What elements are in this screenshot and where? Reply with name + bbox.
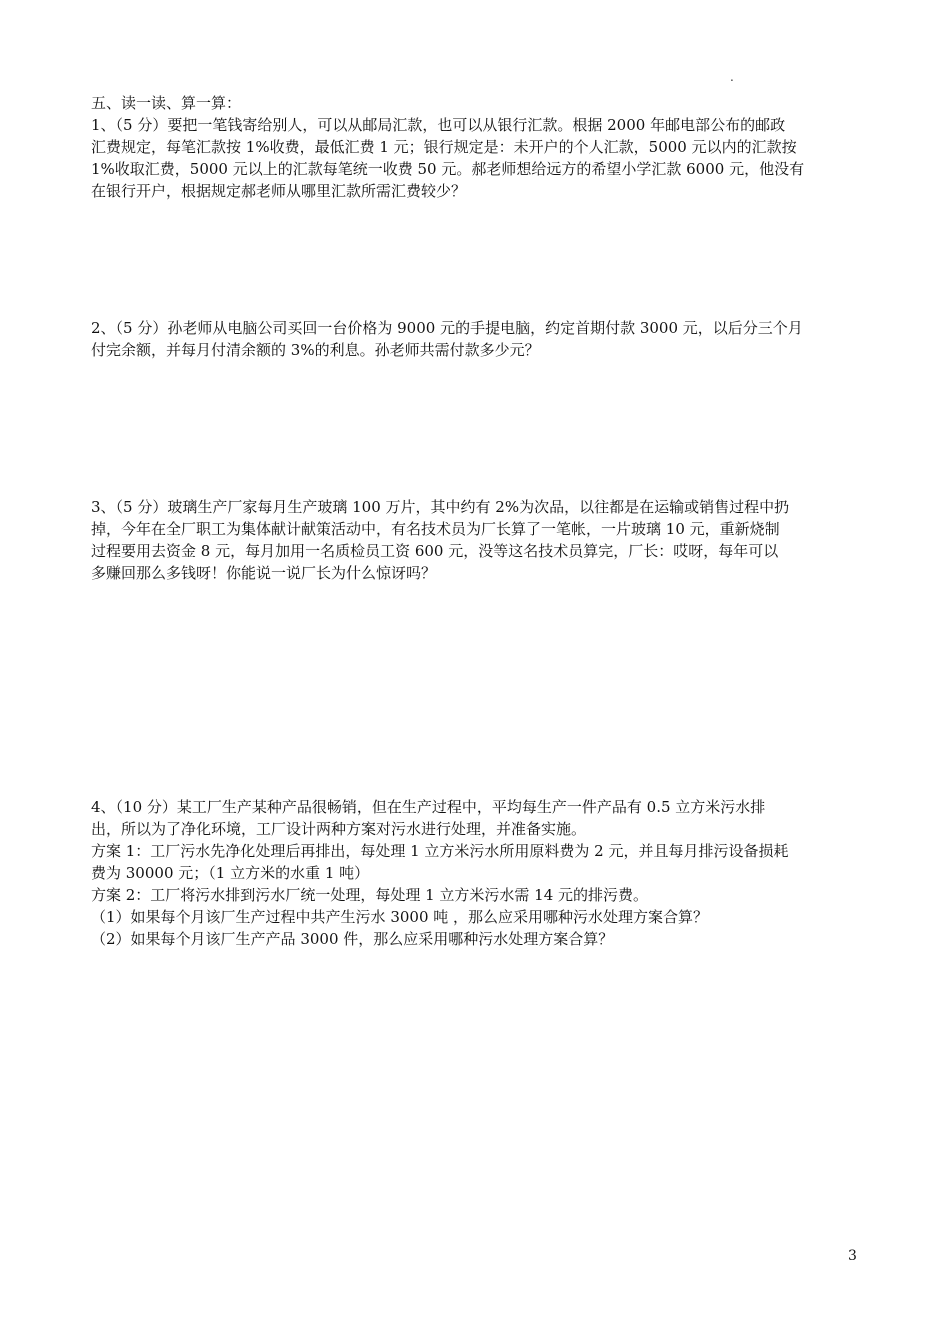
problem-line: 1%收取汇费，5000 元以上的汇款每笔统一收费 50 元。郝老师想给远方的希望小学汇款 6000 元，他没有 xyxy=(91,160,805,178)
problem-line: 4、（10 分）某工厂生产某种产品很畅销，但在生产过程中，平均每生产一件产品有 0.5 立方米污水排 xyxy=(91,798,766,816)
problem-line: 出，所以为了净化环境，工厂设计两种方案对污水进行处理，并准备实施。 xyxy=(91,820,587,838)
top-mark: . xyxy=(730,70,734,84)
problem-line: 汇费规定，每笔汇款按 1%收费，最低汇费 1 元；银行规定是：未开户的个人汇款，5000 元以内的汇款按 xyxy=(91,138,797,156)
problem-line: 方案 1：工厂污水先净化处理后再排出，每处理 1 立方米污水所用原料费为 2 元，并且每月排污设备损耗 xyxy=(91,842,789,860)
problem-line: 多赚回那么多钱呀！你能说一说厂长为什么惊讶吗？ xyxy=(91,564,437,582)
section-title: 五、读一读、算一算： xyxy=(91,94,242,112)
problem-line: 过程要用去资金 8 元，每月加用一名质检员工资 600 元，没等这名技术员算完，厂长：哎呀，每年可以 xyxy=(91,542,779,560)
problem-line: （1）如果每个月该厂生产过程中共产生污水 3000 吨 ，那么应采用哪种污水处理方案合算？ xyxy=(91,908,709,926)
problem-line: （2）如果每个月该厂生产产品 3000 件，那么应采用哪种污水处理方案合算？ xyxy=(91,930,614,948)
problem-line: 在银行开户，根据规定郝老师从哪里汇款所需汇费较少？ xyxy=(91,182,467,200)
problem-line: 掉，今年在全厂职工为集体献计献策活动中，有名技术员为厂长算了一笔帐，一片玻璃 10 元，重新烧制 xyxy=(91,520,780,538)
problem-line: 费为 30000 元；（1 立方米的水重 1 吨） xyxy=(91,864,370,882)
problem-line: 1、（5 分）要把一笔钱寄给别人，可以从邮局汇款，也可以从银行汇款。根据 2000 年邮电部公布的邮政 xyxy=(91,116,786,134)
page-number: 3 xyxy=(848,1248,857,1264)
problem-line: 方案 2：工厂将污水排到污水厂统一处理，每处理 1 立方米污水需 14 元的排污费。 xyxy=(91,886,649,904)
problem-line: 3、（5 分）玻璃生产厂家每月生产玻璃 100 万片，其中约有 2%为次品，以往都是在运输或销售过程中扔 xyxy=(91,498,790,516)
problem-line: 付完余额，并每月付清余额的 3%的利息。孙老师共需付款多少元？ xyxy=(91,341,540,359)
problem-line: 2、（5 分）孙老师从电脑公司买回一台价格为 9000 元的手提电脑，约定首期付款 3000 元，以后分三个月 xyxy=(91,319,803,337)
